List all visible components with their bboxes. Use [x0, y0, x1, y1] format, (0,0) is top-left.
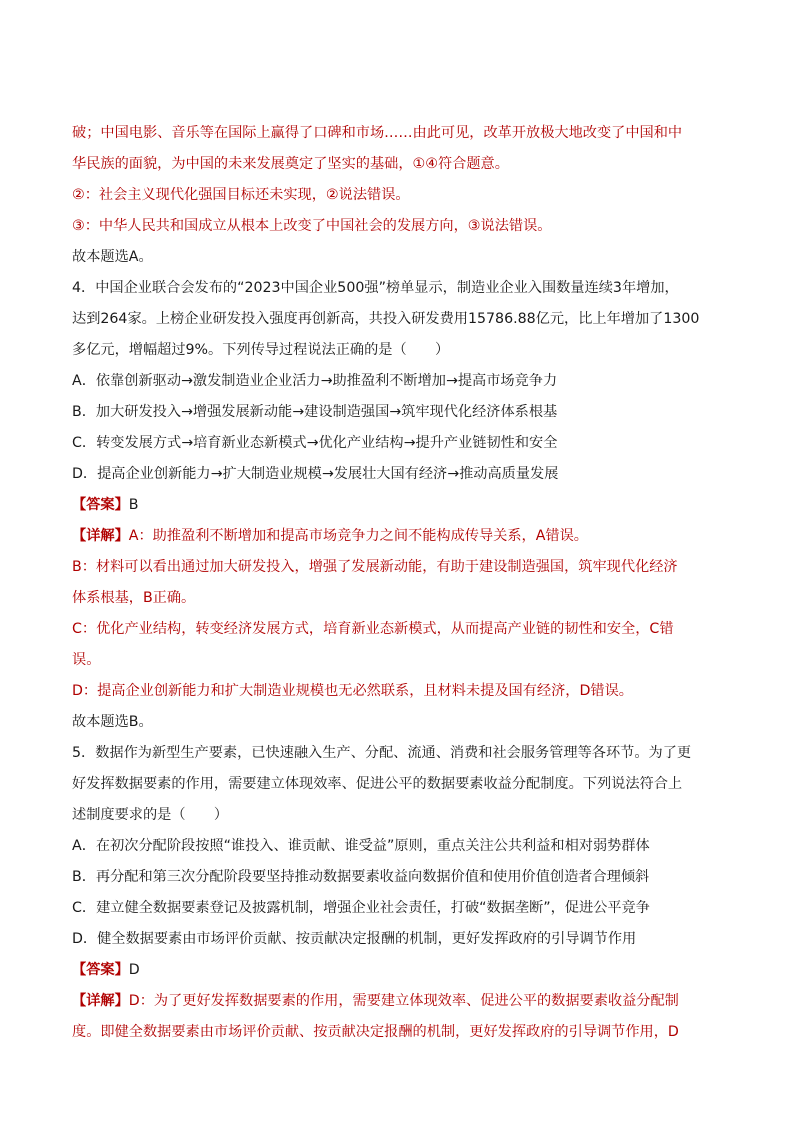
answer-value: B	[128, 497, 139, 513]
question-4-option-a: A．依靠创新驱动→激发制造业企业活力→助推盈利不断增加→提高市场竞争力	[72, 373, 558, 389]
detail-text: A：助推盈利不断增加和提高市场竞争力之间不能构成传导关系，A错误。	[128, 528, 588, 544]
question-4-stem: 达到264家。上榜企业研发投入强度再创新高，共投入研发费用15786.88亿元，比上年增加了1300	[72, 311, 700, 327]
question-4-option-c: C．转变发展方式→培育新业态新模式→优化产业结构→提升产业链韧性和安全	[72, 435, 558, 451]
conclusion-line: 故本题选B。	[72, 714, 153, 730]
explanation-line: C：优化产业结构，转变经济发展方式，培育新业态新模式，从而提高产业链的韧性和安全，C错	[72, 621, 674, 637]
detail-tag: 【详解】	[72, 528, 129, 544]
explanation-line: 华民族的面貌，为中国的未来发展奠定了坚实的基础，①④符合题意。	[72, 156, 509, 172]
question-5-stem: 好发挥数据要素的作用，需要建立体现效率、促进公平的数据要素收益分配制度。下列说法符合上	[72, 776, 683, 792]
explanation-line: ③：中华人民共和国成立从根本上改变了中国社会的发展方向，③说法错误。	[72, 218, 552, 234]
question-4-option-d: D．提高企业创新能力→扩大制造业规模→发展壮大国有经济→推动高质量发展	[72, 466, 559, 482]
answer-tag: 【答案】	[72, 497, 129, 513]
question-5-option-a: A．在初次分配阶段按照“谁投入、谁贡献、谁受益”原则，重点关注公共利益和相对弱势群体	[72, 838, 650, 854]
question-5-option-c: C．建立健全数据要素登记及披露机制，增强企业社会责任，打破“数据垄断”，促进公平竞争	[72, 900, 650, 916]
answer-value: D	[128, 962, 140, 978]
explanation-line: 度。即健全数据要素由市场评价贡献、按贡献决定报酬的机制，更好发挥政府的引导调节作用，D	[72, 1024, 679, 1040]
question-5-option-d: D．健全数据要素由市场评价贡献、按贡献决定报酬的机制，更好发挥政府的引导调节作用	[72, 931, 637, 947]
detail-text: D：为了更好发挥数据要素的作用，需要建立体现效率、促进公平的数据要素收益分配制	[128, 993, 679, 1009]
question-4-detail	[72, 521, 712, 552]
question-5-detail	[72, 986, 712, 1017]
question-5-stem: 5．数据作为新型生产要素，已快速融入生产、分配、流通、消费和社会服务管理等各环节。为了更	[72, 745, 692, 761]
detail-tag: 【详解】	[72, 993, 129, 1009]
explanation-line: 破；中国电影、音乐等在国际上赢得了口碑和市场……由此可见，改革开放极大地改变了中国和中	[72, 125, 683, 141]
question-4-stem: 多亿元，增幅超过9%。下列传导过程说法正确的是（ ）	[72, 342, 450, 358]
explanation-line: 误。	[72, 652, 101, 668]
question-4-stem: 4．中国企业联合会发布的“2023中国企业500强”榜单显示，制造业企业入围数量连续3年增加，	[72, 280, 679, 296]
explanation-line: ②：社会主义现代化强国目标还未实现，②说法错误。	[72, 187, 410, 203]
explanation-line: 体系根基，B正确。	[72, 590, 196, 606]
explanation-line: D：提高企业创新能力和扩大制造业规模也无必然联系，且材料未提及国有经济，D错误。	[72, 683, 633, 699]
document-page	[72, 118, 712, 1048]
answer-tag: 【答案】	[72, 962, 129, 978]
question-4-answer	[72, 490, 712, 521]
explanation-line: B：材料可以看出通过加大研发投入，增强了发展新动能，有助于建设制造强国，筑牢现代化经济	[72, 559, 678, 575]
question-5-option-b: B．再分配和第三次分配阶段要坚持推动数据要素收益向数据价值和使用价值创造者合理倾斜	[72, 869, 650, 885]
question-5-answer	[72, 955, 712, 986]
question-4-option-b: B．加大研发投入→增强发展新动能→建设制造强国→筑牢现代化经济体系根基	[72, 404, 558, 420]
conclusion-line: 故本题选A。	[72, 249, 153, 265]
question-5-stem: 述制度要求的是（ ）	[72, 807, 229, 823]
